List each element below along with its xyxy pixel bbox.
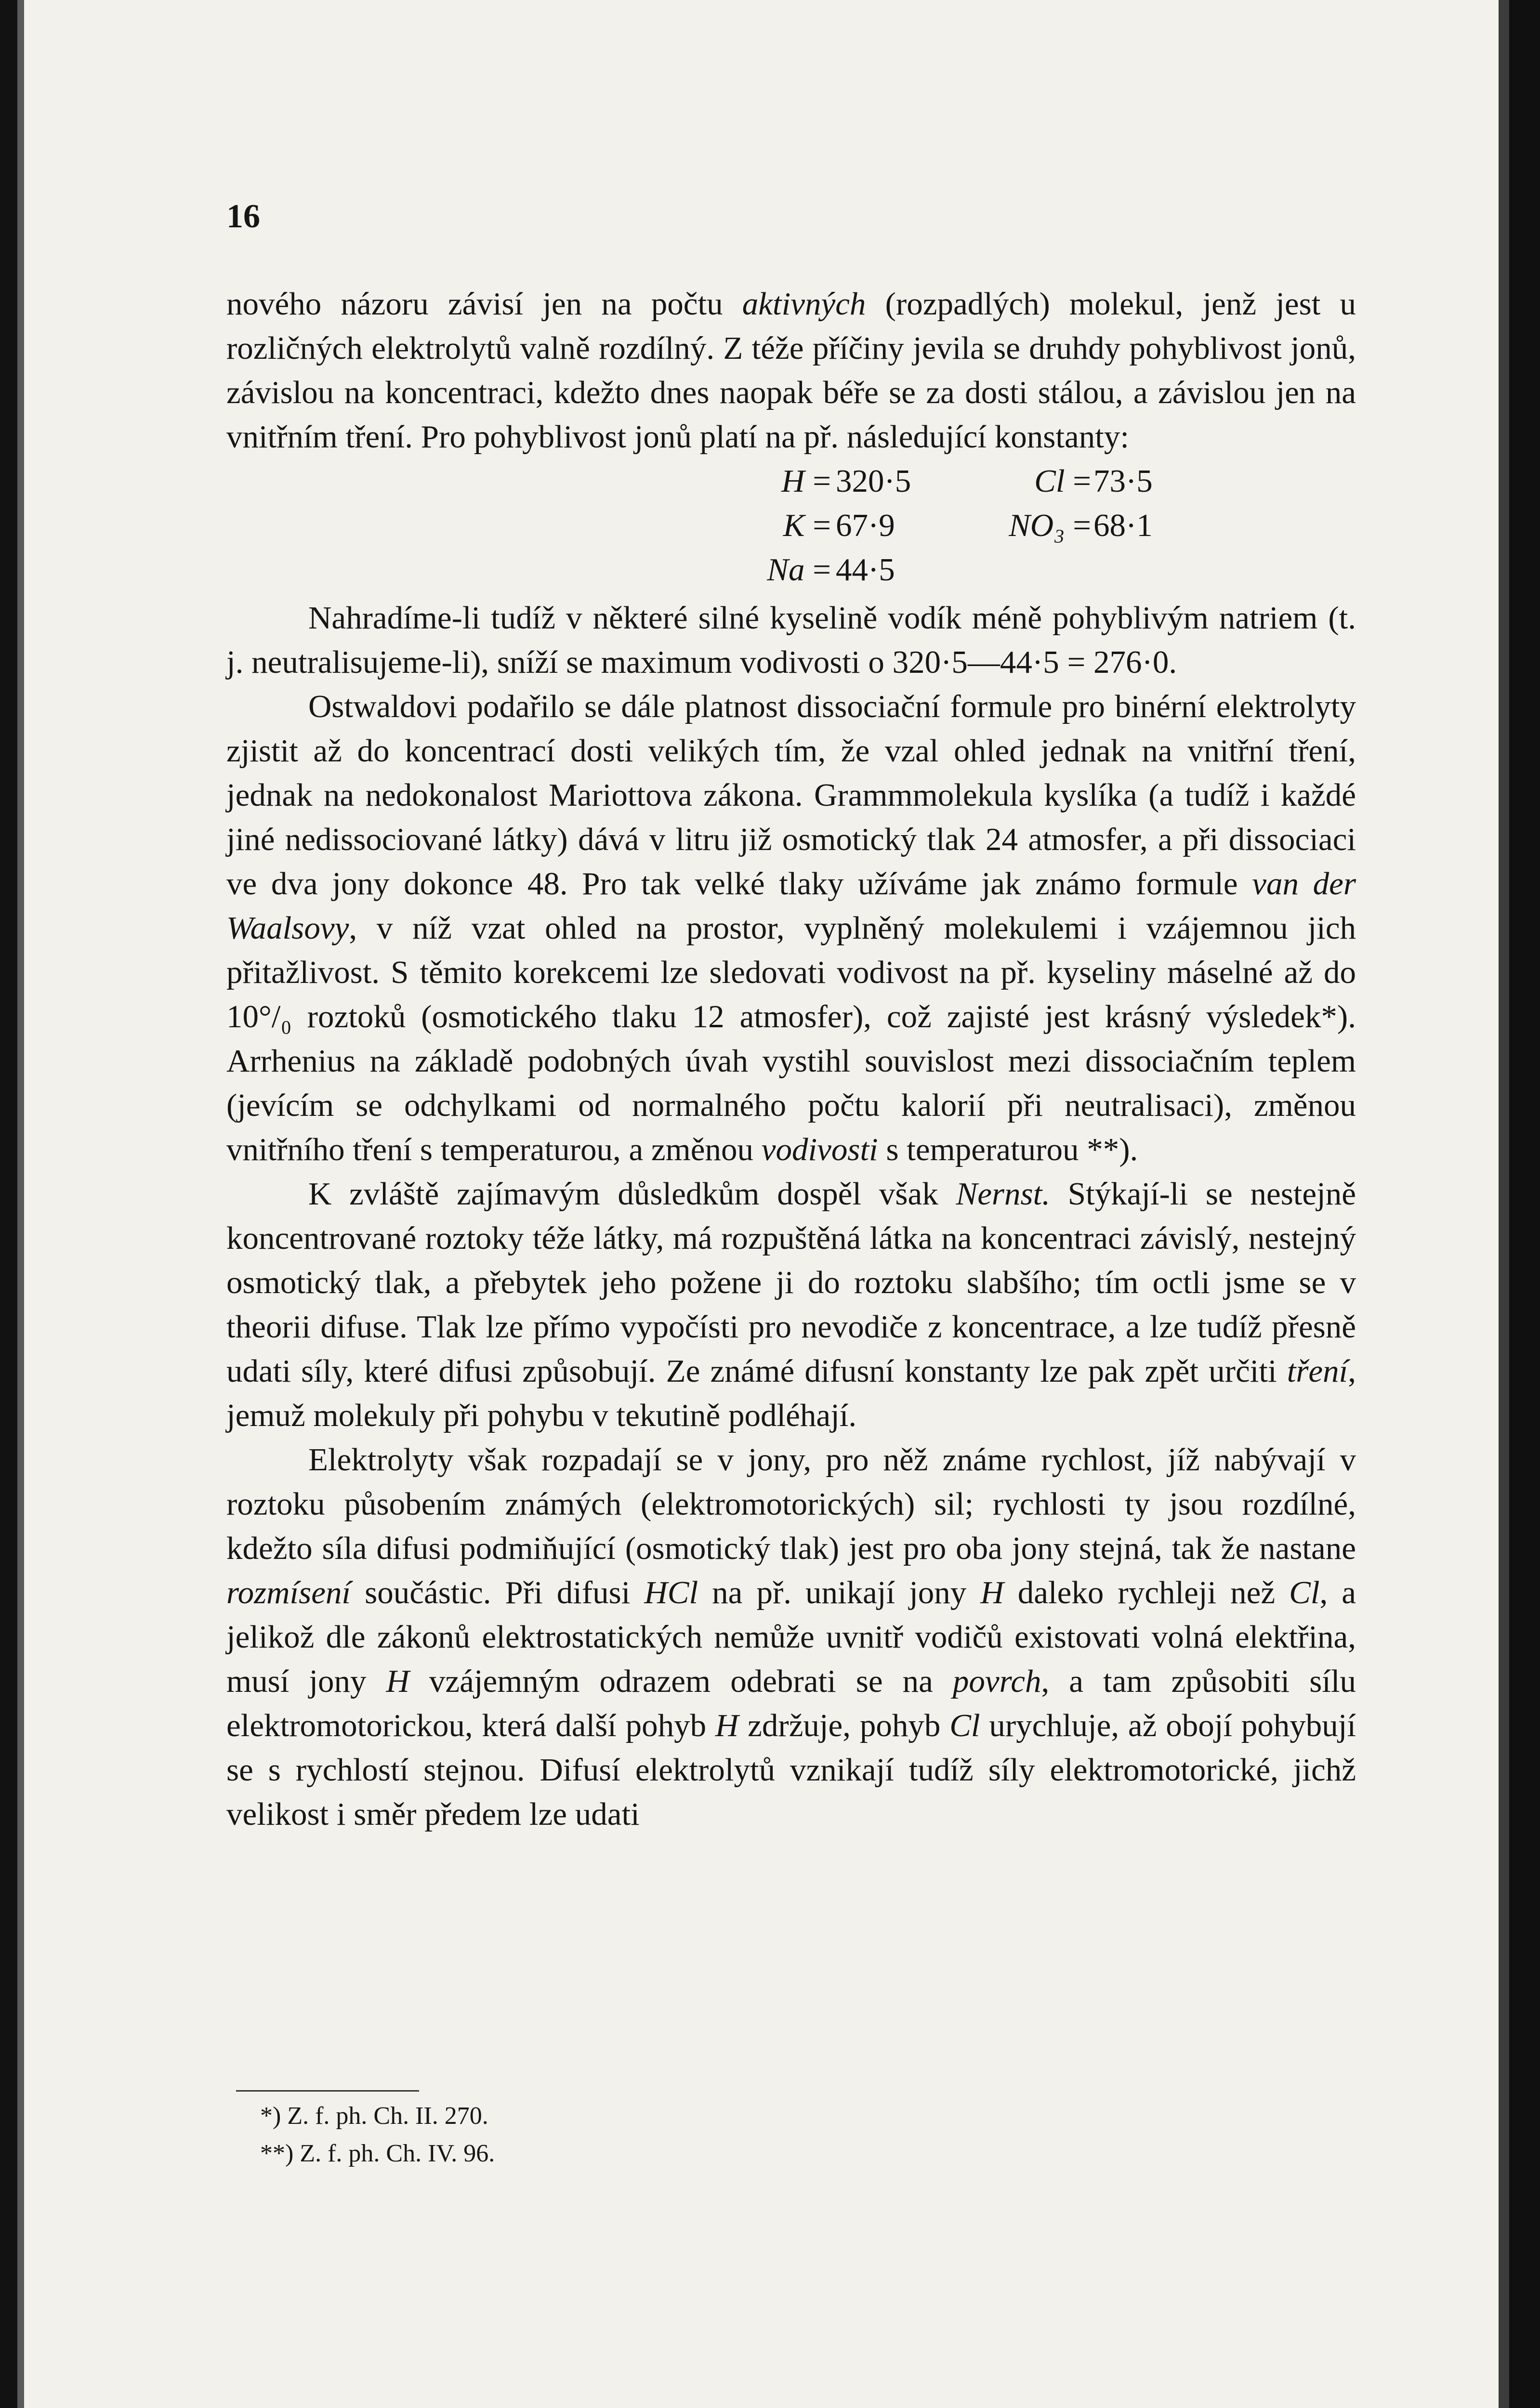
paragraph-1: [226, 282, 1356, 459]
scan-edge-right: [1509, 0, 1540, 2408]
constant-label: K =: [783, 508, 831, 543]
constants-row: [226, 548, 1356, 592]
footnote-2: **) Z. f. ph. Ch. IV. 96.: [260, 2140, 495, 2167]
text-run: nového názoru závisí jen na počtu: [226, 286, 742, 322]
constant-label: Na =: [767, 552, 831, 588]
scan-edge-left-shadow: [17, 0, 24, 2408]
constant-label: Cl =: [1034, 463, 1091, 499]
text-run: (rozpadlých) molekul, jenž jest u rozličných elektrolytů valně rozdílný. Z téže příčiny jevila se druhdy pohyblivost jonů, závislou na koncentraci, kdežto dnes naopak béře se za dosti stálou, a závislou jen na vnitřním tření. Pro pohyblivost jonů platí na př. následující konstanty:: [226, 286, 1356, 455]
constant-value: 320·5: [836, 463, 911, 499]
paragraph-4: K zvláště zajímavým důsledkům dospěl však Nernst. Stýkají-li se nestejně koncentrované roztoky téže látky, má rozpuštěná látka na koncentraci závislý, nestejný osmotický tlak, a přebytek jeho požene ji do roztoku slabšího; tím octli jsme se v theorii difuse. Tlak lze přímo vypočísti pro nevodiče z koncentrace, a lze tudíž přesně udati síly, které difusi způsobují. Ze známé difusní konstanty lze pak zpět určiti tření, jemuž molekuly při pohybu v tekutině podléhají.: [226, 1176, 1356, 1433]
paragraph-5: Elektrolyty však rozpadají se v jony, pro něž známe rychlost, jíž nabývají v roztoku působením známých (elektromotorických) sil; rychlosti ty jsou rozdílné, kdežto síla difusi podmiňující (osmotický tlak) jest pro oba jony stejná, tak že nastane rozmísení součástic. Při difusi HCl na př. unikají jony H daleko rychleji než Cl, a jelikož dle zákonů elektrostatických nemůže uvnitř vodičů existovati volná elektřina, musí jony H vzájemným odrazem odebrati se na povrch, a tam způsobiti sílu elektromotorickou, která další pohyb H zdržuje, pohyb Cl urychluje, až obojí pohybují se s rychlostí stejnou. Difusí elektrolytů vznikají tudíž síly elektromotorické, jichž velikost i směr předem lze udati: [226, 1442, 1356, 1832]
constant-value: 44·5: [836, 552, 895, 588]
constant-label: NO₃ =: [1009, 508, 1091, 543]
paragraph-3: Ostwaldovi podařilo se dále platnost dissociační formule pro binérní elektrolyty zjistit až do koncentrací dosti velikých tím, že vzal ohled jednak na vnitřní tření, jednak na nedokonalost Mariottova zákona. Grammmolekula kyslíka (a tudíž i každé jiné nedissociované látky) dává v litru již osmotický tlak 24 atmosfer, a při dissociaci ve dva jony dokonce 48. Pro tak velké tlaky užíváme jak známo formule van der Waalsovy, v níž vzat ohled na prostor, vyplněný molekulemi i vzájemnou jich přitažlivost. S těmito korekcemi lze sledovati vodivost na př. kyseliny máselné až do 10°/₀ roztoků (osmotického tlaku 12 atmosfer), což zajisté jest krásný výsledek*). Arrhenius na základě podobných úvah vystihl souvislost mezi dissociačním teplem (jevícím se odchylkami od normalného počtu kalorií při neutralisaci), změnou vnitřního tření s temperaturou, a změnou vodivosti s temperaturou **).: [226, 689, 1356, 1167]
footnote-rule: [236, 2090, 419, 2092]
paragraph-2: Nahradíme-li tudíž v některé silné kyselině vodík méně pohyblivým natriem (t. j. neutralisujeme-li), sníží se maximum vodivosti o 320·5—44·5 = 276·0.: [226, 600, 1356, 680]
constant-value: 73·5: [1093, 463, 1153, 499]
footnote-1: *) Z. f. ph. Ch. II. 270.: [260, 2102, 488, 2130]
footnotes: [260, 2097, 495, 2172]
page-number: 16: [226, 198, 260, 235]
constant-value: 67·9: [836, 508, 895, 543]
constants-row: [226, 503, 1356, 548]
constants-table: [226, 459, 1356, 592]
constants-row: [226, 459, 1356, 503]
page-body: [226, 282, 1356, 1836]
italic-run: aktivných: [742, 286, 866, 322]
scan-edge-right-shadow: [1499, 0, 1509, 2408]
constant-value: 68·1: [1093, 508, 1153, 543]
scan-edge-left: [0, 0, 17, 2408]
constant-label: H =: [781, 463, 831, 499]
